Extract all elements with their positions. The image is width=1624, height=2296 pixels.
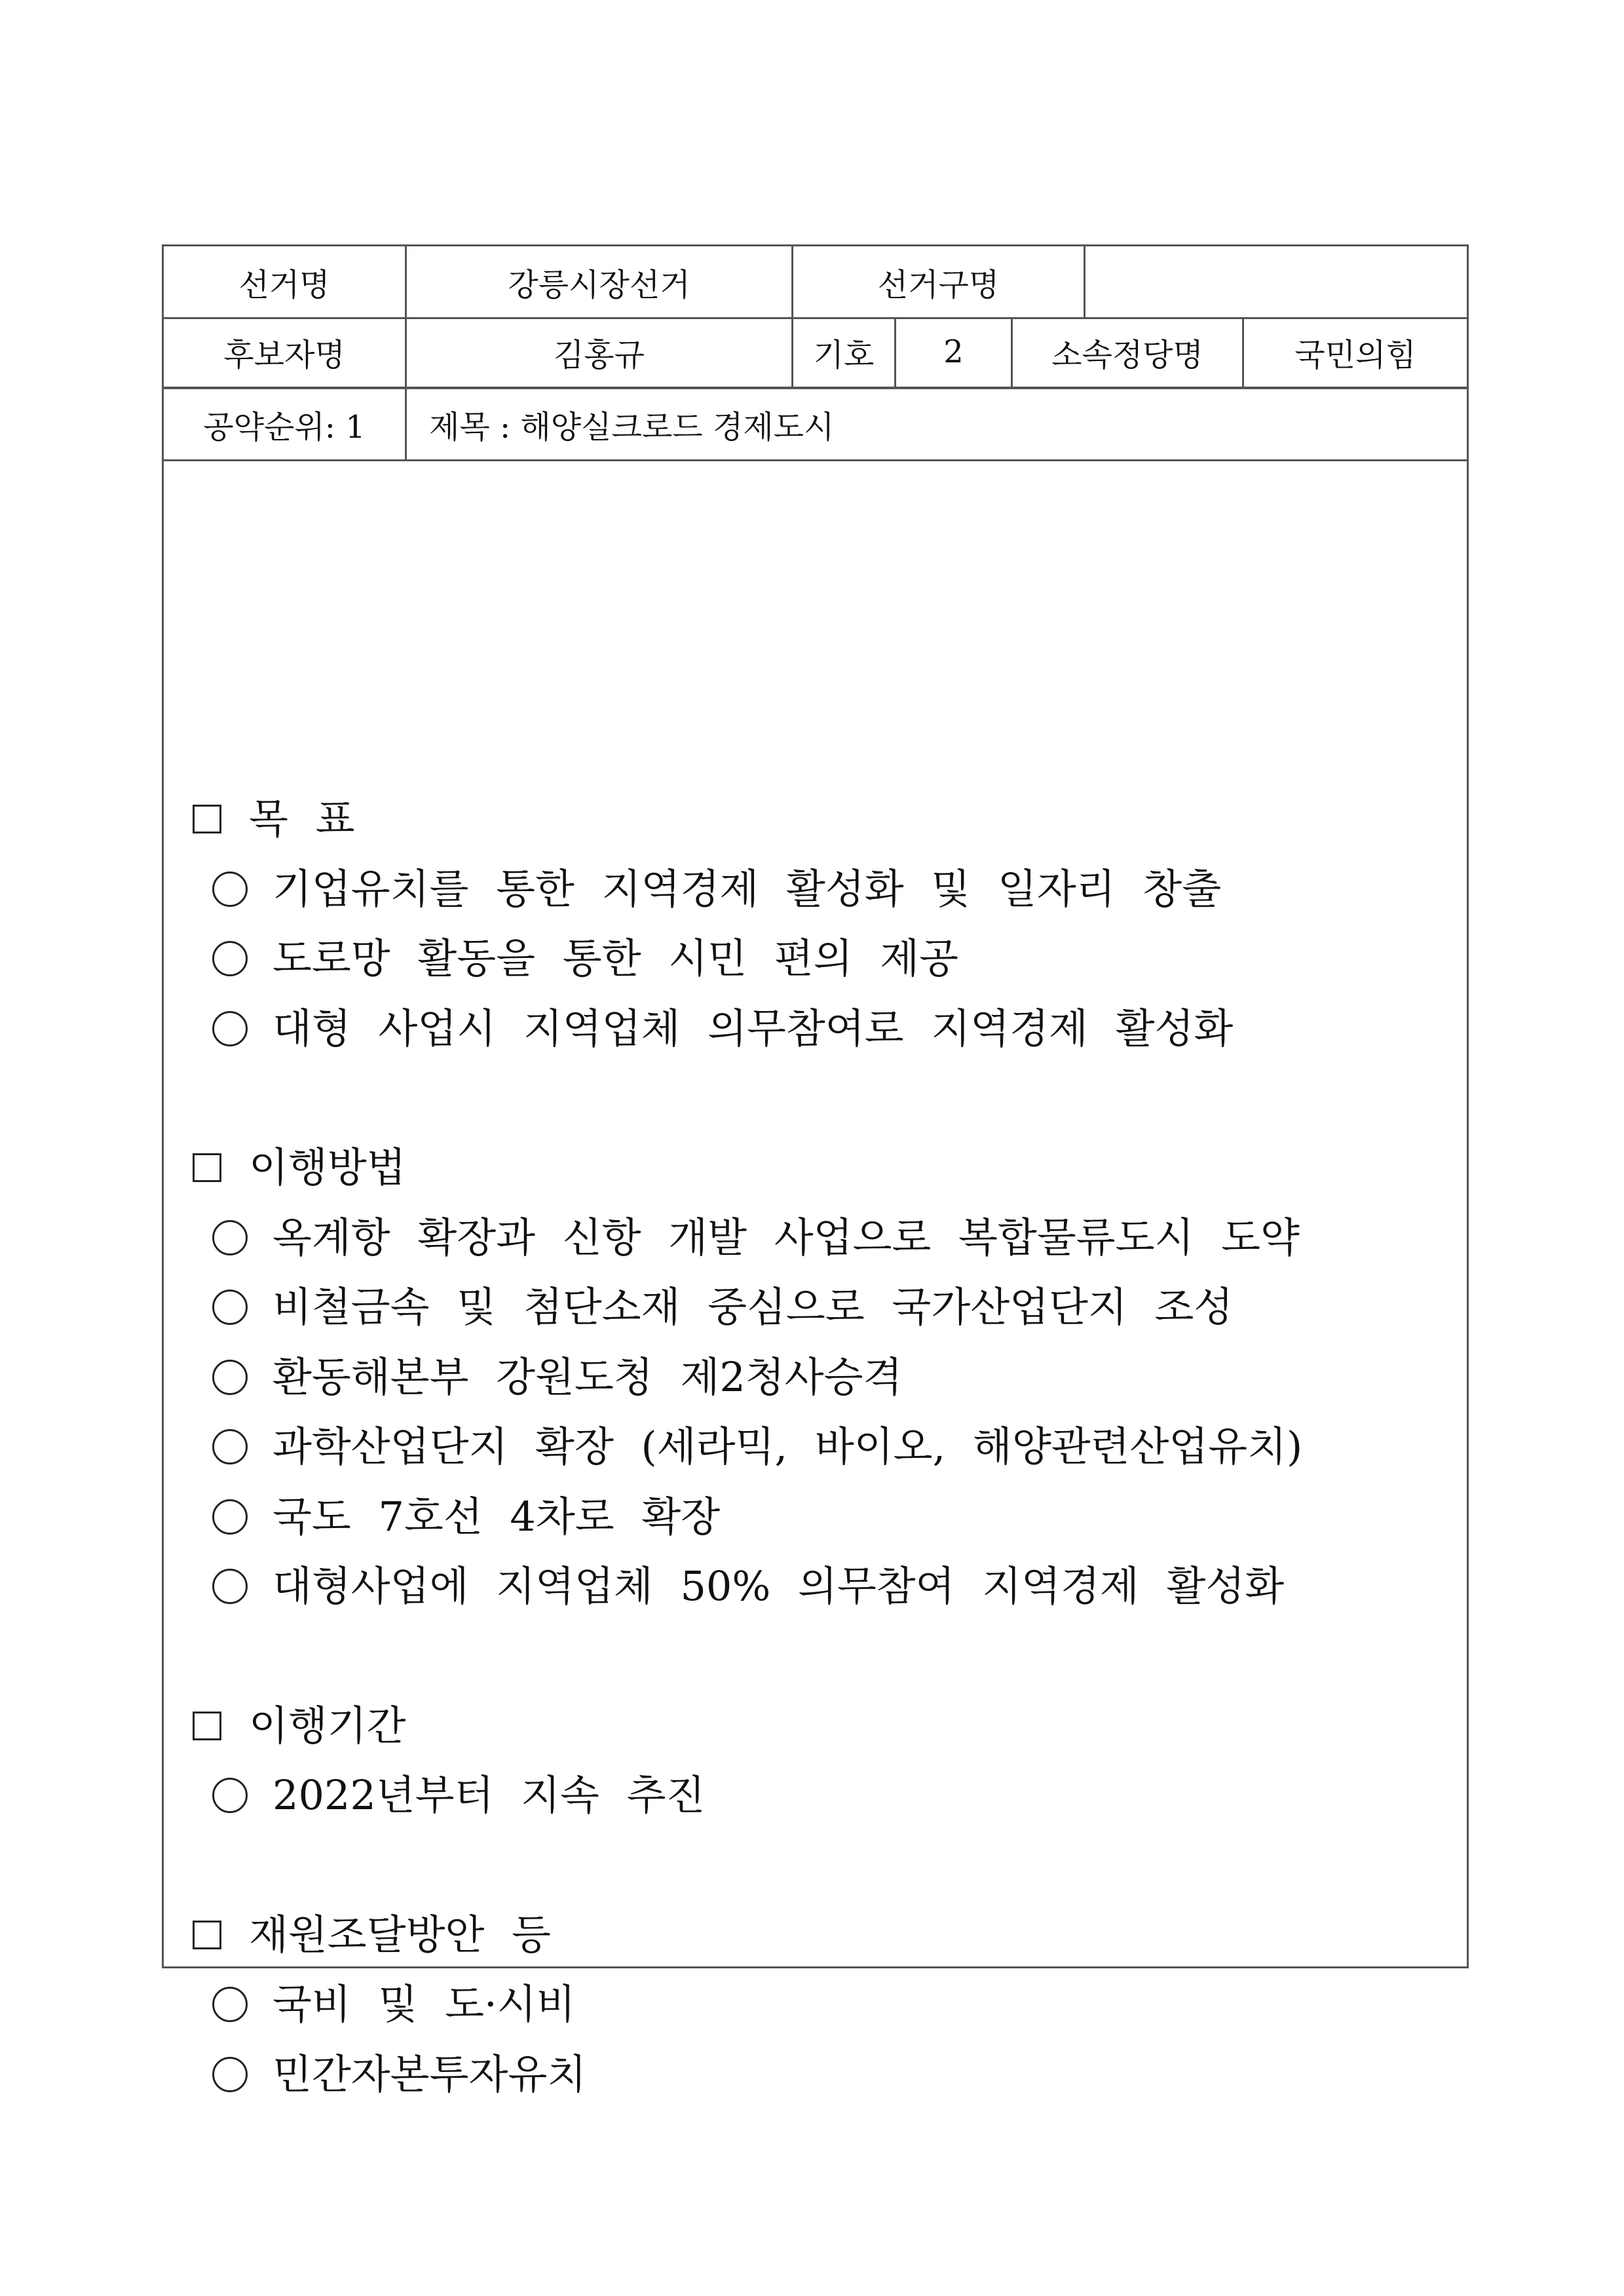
circle-bullet-icon — [212, 941, 248, 976]
list-item: 옥계항 확장과 신항 개발 사업으로 복합물류도시 도약 — [212, 1217, 1300, 1258]
section-heading: 목 표 — [249, 795, 355, 843]
list-item: 비철금속 및 첨단소재 중심으로 국가산업단지 조성 — [212, 1287, 1233, 1328]
list-item: 과학산업단지 확장 (세라믹, 바이오, 해양관련산업유치) — [212, 1426, 1302, 1467]
list-item: 국도 7호선 4차로 확장 — [212, 1497, 720, 1537]
circle-bullet-icon — [212, 1569, 248, 1604]
list-item: 기업유치를 통한 지역경제 활성화 및 일자리 창출 — [212, 869, 1221, 909]
district-label: 선거구명 — [793, 246, 1086, 317]
candidate-label: 후보자명 — [164, 317, 407, 387]
party-value: 국민의힘 — [1294, 336, 1416, 373]
list-item: 대형 사업시 지역업체 의무참여로 지역경제 활성화 — [212, 1008, 1233, 1049]
circle-bullet-icon — [212, 1987, 248, 2022]
header-row-pledge — [164, 389, 1467, 461]
party-label: 소속정당명 — [1013, 317, 1244, 387]
election-name-label: 선거명 — [164, 246, 407, 317]
pledge-body — [164, 461, 1467, 2098]
circle-bullet-icon — [212, 1290, 248, 1325]
circle-bullet-icon — [212, 1778, 248, 1813]
pledge-form — [162, 244, 1469, 2098]
circle-bullet-icon — [212, 871, 248, 907]
section-funding — [193, 1911, 551, 1959]
square-bullet-icon — [193, 805, 221, 833]
section-period — [193, 1702, 406, 1750]
list-item: 환동해본부 강원도청 제2청사승격 — [212, 1357, 902, 1398]
district-value — [1086, 246, 1467, 317]
section-heading: 재원조달방안 등 — [249, 1911, 551, 1959]
number-value: 2 — [896, 317, 1013, 387]
list-item: 민간자본투자유치 — [212, 2054, 586, 2095]
section-goals — [193, 795, 355, 843]
header-row-election — [164, 246, 1467, 319]
number-label: 기호 — [793, 317, 896, 387]
section-heading: 이행기간 — [249, 1702, 406, 1750]
header-row-candidate — [164, 317, 1467, 389]
list-item: 대형사업에 지역업체 50% 의무참여 지역경제 활성화 — [212, 1566, 1284, 1607]
list-item: 도로망 활동을 통한 시민 편의 제공 — [212, 938, 958, 979]
square-bullet-icon — [193, 1712, 221, 1740]
list-item: 국비 및 도·시비 — [212, 1984, 575, 2025]
section-methods — [193, 1143, 406, 1191]
circle-bullet-icon — [212, 1220, 248, 1255]
square-bullet-icon — [193, 1153, 221, 1182]
list-item: 2022년부터 지속 추진 — [212, 1775, 705, 1816]
election-name-value: 강릉시장선거 — [407, 246, 793, 317]
circle-bullet-icon — [212, 1011, 248, 1046]
circle-bullet-icon — [212, 1360, 248, 1395]
square-bullet-icon — [193, 1921, 221, 1949]
circle-bullet-icon — [212, 1429, 248, 1464]
candidate-name: 김홍규 — [407, 317, 793, 387]
circle-bullet-icon — [212, 1499, 248, 1535]
pledge-rank: 공약순위: 1 — [164, 389, 407, 459]
circle-bullet-icon — [212, 2057, 248, 2092]
pledge-title: 제목 : 해양실크로드 경제도시 — [429, 409, 835, 446]
section-heading: 이행방법 — [249, 1143, 406, 1191]
